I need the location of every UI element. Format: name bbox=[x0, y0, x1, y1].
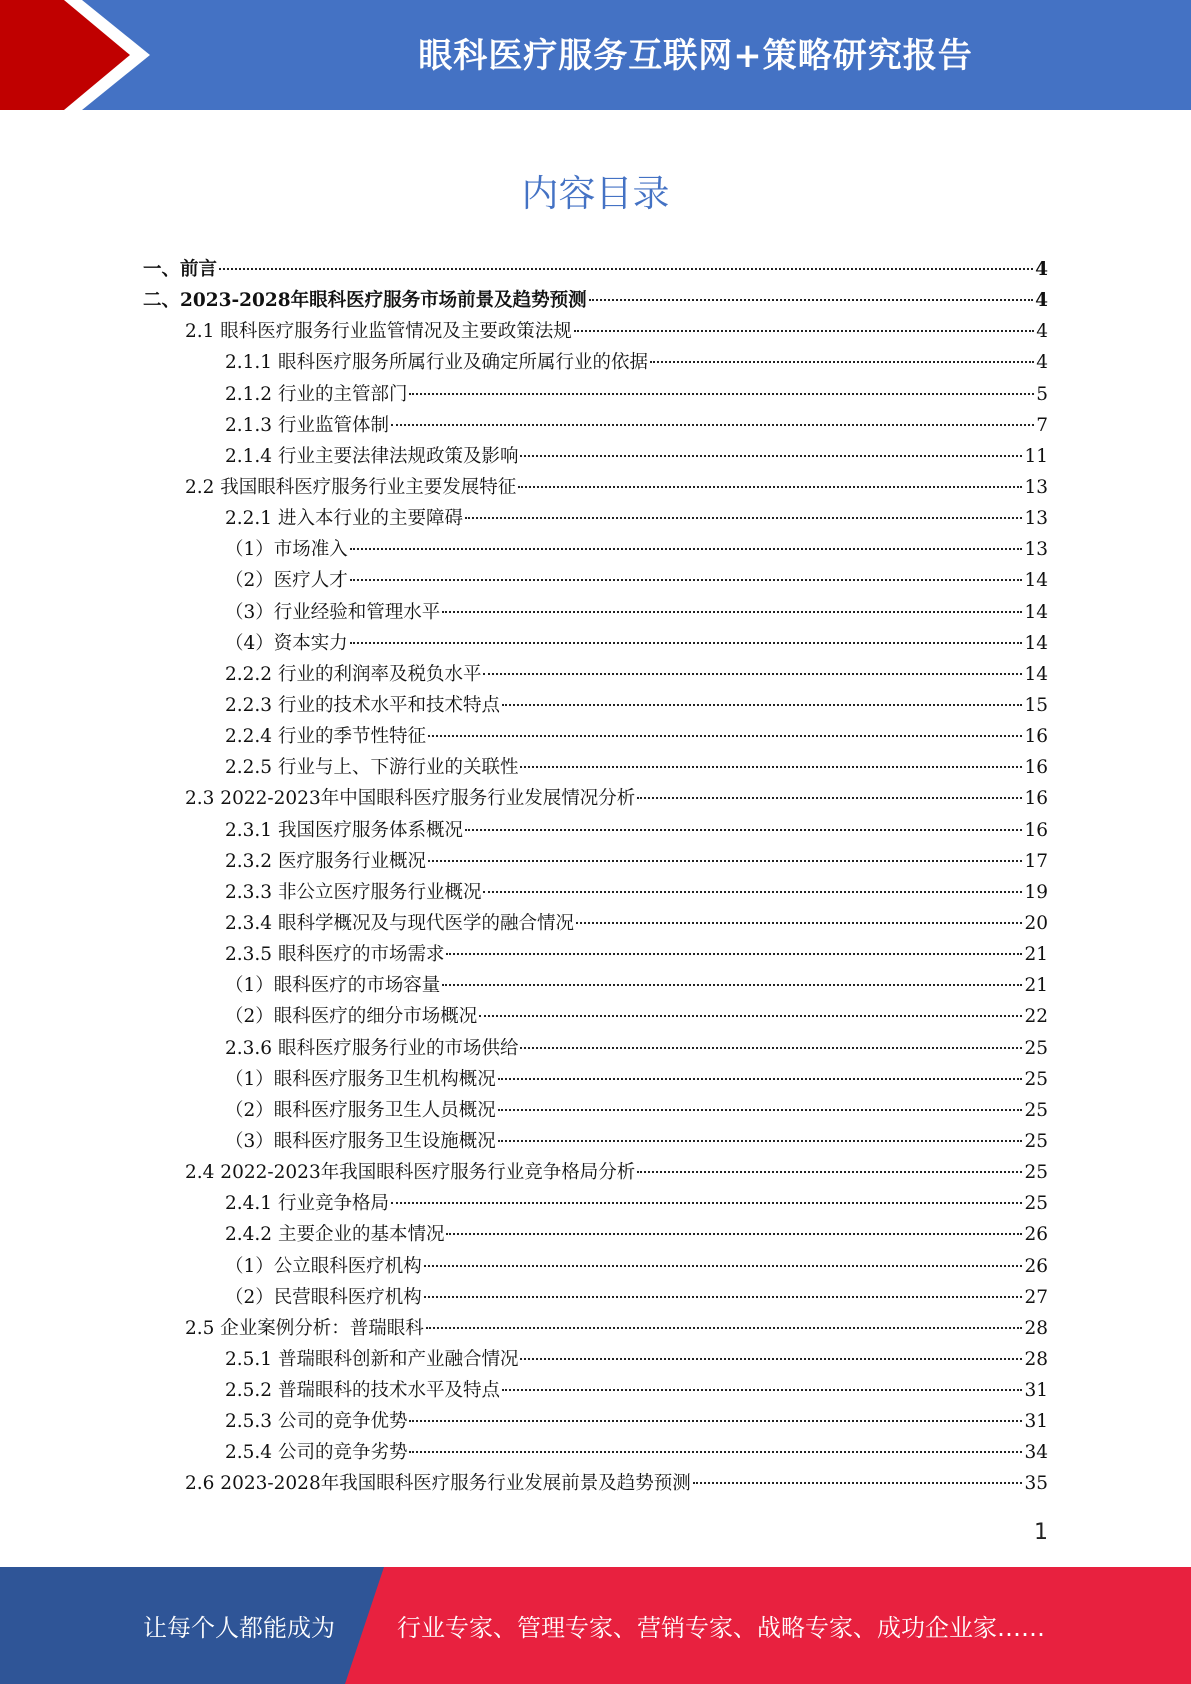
toc-entry-page: 5 bbox=[1036, 383, 1048, 405]
toc-entry-label: 2.2.2 行业的利润率及税负水平 bbox=[225, 663, 482, 685]
toc-entry-page: 16 bbox=[1024, 819, 1048, 841]
toc-dot-leader bbox=[465, 517, 1022, 519]
toc-entry-page: 27 bbox=[1024, 1286, 1048, 1308]
toc-dot-leader bbox=[693, 1482, 1023, 1484]
toc-dot-leader bbox=[424, 1296, 1023, 1298]
toc-dot-leader bbox=[409, 393, 1034, 395]
toc-entry-label: （3）眼科医疗服务卫生设施概况 bbox=[225, 1130, 496, 1152]
toc-entry-label: （1）公立眼科医疗机构 bbox=[225, 1255, 422, 1277]
toc-entry-page: 4 bbox=[1035, 290, 1048, 312]
toc-entry-label: （1）眼科医疗的市场容量 bbox=[225, 975, 441, 997]
toc-dot-leader bbox=[576, 922, 1022, 924]
toc-entry[interactable] bbox=[143, 1282, 1048, 1313]
toc-entry[interactable] bbox=[143, 1437, 1048, 1468]
toc-entry-label: （4）资本实力 bbox=[225, 632, 348, 654]
toc-dot-leader bbox=[409, 1420, 1022, 1422]
toc-entry[interactable] bbox=[143, 1375, 1048, 1406]
toc-entry[interactable] bbox=[143, 254, 1048, 285]
toc-entry[interactable] bbox=[143, 1344, 1048, 1375]
toc-entry[interactable] bbox=[143, 1219, 1048, 1250]
toc-entry[interactable] bbox=[143, 597, 1048, 628]
toc-entry-page: 7 bbox=[1036, 414, 1048, 436]
toc-entry-label: 2.4.2 主要企业的基本情况 bbox=[225, 1224, 445, 1246]
toc-entry-label: 2.1.3 行业监管体制 bbox=[225, 414, 389, 436]
toc-dot-leader bbox=[426, 1327, 1023, 1329]
toc-entry[interactable] bbox=[143, 1468, 1048, 1499]
footer-slogan-right: 行业专家、管理专家、营销专家、战略专家、成功企业家…… bbox=[397, 1614, 1045, 1642]
toc-entry[interactable] bbox=[143, 472, 1048, 503]
footer-banner bbox=[0, 1567, 1191, 1684]
toc-entry-page: 34 bbox=[1024, 1442, 1048, 1464]
toc-dot-leader bbox=[350, 642, 1023, 644]
toc-dot-leader bbox=[650, 361, 1034, 363]
toc-dot-leader bbox=[589, 299, 1033, 301]
toc-entry[interactable] bbox=[143, 783, 1048, 814]
toc-entry-page: 31 bbox=[1024, 1411, 1048, 1433]
toc-entry[interactable] bbox=[143, 815, 1048, 846]
toc-dot-leader bbox=[442, 984, 1022, 986]
toc-entry-label: 2.2.5 行业与上、下游行业的关联性 bbox=[225, 757, 519, 779]
toc-entry-page: 22 bbox=[1024, 1006, 1048, 1028]
toc-entry-label: （1）眼科医疗服务卫生机构概况 bbox=[225, 1068, 496, 1090]
toc-dot-leader bbox=[479, 1015, 1022, 1017]
toc-dot-leader bbox=[391, 1202, 1022, 1204]
toc-entry-page: 25 bbox=[1024, 1037, 1048, 1059]
toc-entry-page: 14 bbox=[1024, 632, 1048, 654]
toc-entry-label: 2.1.1 眼科医疗服务所属行业及确定所属行业的依据 bbox=[225, 352, 648, 374]
toc-dot-leader bbox=[428, 860, 1022, 862]
toc-dot-leader bbox=[424, 1265, 1023, 1267]
toc-entry[interactable] bbox=[143, 908, 1048, 939]
toc-dot-leader bbox=[219, 268, 1033, 270]
toc-entry-page: 26 bbox=[1024, 1224, 1048, 1246]
toc-entry-page: 31 bbox=[1024, 1380, 1048, 1402]
toc-entry-page: 25 bbox=[1024, 1068, 1048, 1090]
toc-title: 内容目录 bbox=[521, 172, 670, 215]
toc-dot-leader bbox=[350, 548, 1023, 550]
toc-entry[interactable] bbox=[143, 877, 1048, 908]
toc-entry[interactable] bbox=[143, 939, 1048, 970]
toc-dot-leader bbox=[502, 704, 1022, 706]
toc-dot-leader bbox=[520, 1358, 1022, 1360]
toc-entry[interactable] bbox=[143, 1157, 1048, 1188]
toc-dot-leader bbox=[498, 1140, 1023, 1142]
toc-entry-page: 4 bbox=[1036, 352, 1048, 374]
toc-entry-page: 28 bbox=[1024, 1317, 1048, 1339]
toc-entry-label: 2.3.4 眼科学概况及与现代医学的融合情况 bbox=[225, 912, 574, 934]
toc-entry-label: 2.2.4 行业的季节性特征 bbox=[225, 726, 426, 748]
toc-entry[interactable] bbox=[143, 441, 1048, 472]
toc-entry-label: 2.5.3 公司的竞争优势 bbox=[225, 1411, 408, 1433]
toc-dot-leader bbox=[428, 735, 1022, 737]
toc-entry-page: 20 bbox=[1024, 912, 1048, 934]
toc-dot-leader bbox=[391, 424, 1034, 426]
toc-entry-page: 35 bbox=[1024, 1473, 1048, 1495]
toc-entry[interactable] bbox=[143, 1406, 1048, 1437]
toc-entry-label: 2.2.3 行业的技术水平和技术特点 bbox=[225, 694, 500, 716]
toc-dot-leader bbox=[442, 611, 1022, 613]
toc-entry-label: （1）市场准入 bbox=[225, 539, 348, 561]
toc-entry-label: 二、2023-2028年眼科医疗服务市场前景及趋势预测 bbox=[143, 290, 587, 312]
toc-dot-leader bbox=[498, 1109, 1023, 1111]
toc-entry-label: 2.1.4 行业主要法律法规政策及影响 bbox=[225, 445, 519, 467]
toc-entry[interactable] bbox=[143, 534, 1048, 565]
toc-entry[interactable] bbox=[143, 1126, 1048, 1157]
toc-entry-label: 2.3.2 医疗服务行业概况 bbox=[225, 850, 426, 872]
toc-entry-page: 14 bbox=[1024, 663, 1048, 685]
toc-dot-leader bbox=[520, 766, 1022, 768]
toc-entry-label: 2.5.2 普瑞眼科的技术水平及特点 bbox=[225, 1380, 500, 1402]
toc-entry-page: 14 bbox=[1024, 601, 1048, 623]
toc-entry-page: 26 bbox=[1024, 1255, 1048, 1277]
toc-entry-label: 2.3.6 眼科医疗服务行业的市场供给 bbox=[225, 1037, 519, 1059]
toc-entry-page: 13 bbox=[1024, 476, 1048, 498]
toc-entry-label: （2）医疗人才 bbox=[225, 570, 348, 592]
toc-entry-label: 2.3 2022-2023年中国眼科医疗服务行业发展情况分析 bbox=[185, 788, 636, 810]
footer-slogan-left: 让每个人都能成为 bbox=[143, 1614, 335, 1642]
toc-entry-page: 13 bbox=[1024, 539, 1048, 561]
toc-entry-page: 16 bbox=[1024, 726, 1048, 748]
toc-entry-page: 21 bbox=[1024, 944, 1048, 966]
toc-entry-page: 4 bbox=[1036, 321, 1048, 343]
toc-dot-leader bbox=[350, 579, 1023, 581]
toc-entry[interactable] bbox=[143, 1188, 1048, 1219]
toc-entry-page: 16 bbox=[1024, 757, 1048, 779]
toc-dot-leader bbox=[502, 1389, 1022, 1391]
table-of-contents bbox=[143, 254, 1048, 1500]
toc-dot-leader bbox=[483, 673, 1022, 675]
toc-entry-label: 2.6 2023-2028年我国眼科医疗服务行业发展前景及趋势预测 bbox=[185, 1473, 691, 1495]
toc-entry-label: 2.4 2022-2023年我国眼科医疗服务行业竞争格局分析 bbox=[185, 1162, 636, 1184]
report-header bbox=[0, 0, 1191, 110]
toc-entry-label: 2.1 眼科医疗服务行业监管情况及主要政策法规 bbox=[185, 321, 572, 343]
toc-entry[interactable] bbox=[143, 846, 1048, 877]
toc-entry-label: 2.2.1 进入本行业的主要障碍 bbox=[225, 508, 463, 530]
toc-entry[interactable] bbox=[143, 1251, 1048, 1282]
toc-entry[interactable] bbox=[143, 659, 1048, 690]
report-title: 眼科医疗服务互联网+策略研究报告 bbox=[418, 36, 973, 76]
toc-entry-page: 25 bbox=[1024, 1162, 1048, 1184]
toc-entry[interactable] bbox=[143, 690, 1048, 721]
toc-dot-leader bbox=[637, 1171, 1022, 1173]
toc-entry[interactable] bbox=[143, 410, 1048, 441]
toc-entry-label: 2.3.1 我国医疗服务体系概况 bbox=[225, 819, 463, 841]
toc-entry-label: 2.1.2 行业的主管部门 bbox=[225, 383, 408, 405]
toc-entry-label: 2.5 企业案例分析：普瑞眼科 bbox=[185, 1317, 424, 1339]
toc-entry-page: 4 bbox=[1035, 259, 1048, 280]
toc-dot-leader bbox=[520, 455, 1022, 457]
page-number: 1 bbox=[1034, 1520, 1048, 1545]
toc-entry-label: （2）民营眼科医疗机构 bbox=[225, 1286, 422, 1308]
toc-entry-page: 19 bbox=[1024, 881, 1048, 903]
toc-entry-label: 2.5.1 普瑞眼科创新和产业融合情况 bbox=[225, 1348, 519, 1370]
toc-dot-leader bbox=[520, 1047, 1022, 1049]
toc-entry-page: 13 bbox=[1024, 508, 1048, 530]
toc-dot-leader bbox=[637, 797, 1022, 799]
toc-entry-page: 11 bbox=[1024, 445, 1048, 467]
toc-dot-leader bbox=[518, 486, 1022, 488]
toc-entry[interactable] bbox=[143, 285, 1048, 316]
toc-entry[interactable] bbox=[143, 379, 1048, 410]
toc-entry-page: 17 bbox=[1024, 850, 1048, 872]
toc-entry-page: 14 bbox=[1024, 570, 1048, 592]
toc-entry[interactable] bbox=[143, 721, 1048, 752]
toc-entry-page: 25 bbox=[1024, 1099, 1048, 1121]
toc-entry-label: 2.3.5 眼科医疗的市场需求 bbox=[225, 944, 445, 966]
toc-entry-page: 16 bbox=[1024, 788, 1048, 810]
toc-entry[interactable] bbox=[143, 1033, 1048, 1064]
toc-entry[interactable] bbox=[143, 1064, 1048, 1095]
toc-entry-label: （2）眼科医疗服务卫生人员概况 bbox=[225, 1099, 496, 1121]
toc-entry-page: 28 bbox=[1024, 1348, 1048, 1370]
toc-entry[interactable] bbox=[143, 1095, 1048, 1126]
toc-entry[interactable] bbox=[143, 752, 1048, 783]
toc-entry-label: 2.3.3 非公立医疗服务行业概况 bbox=[225, 881, 482, 903]
toc-entry-label: 2.2 我国眼科医疗服务行业主要发展特征 bbox=[185, 476, 517, 498]
toc-entry[interactable] bbox=[143, 1313, 1048, 1344]
toc-entry-label: （2）眼科医疗的细分市场概况 bbox=[225, 1006, 478, 1028]
toc-entry[interactable] bbox=[143, 1001, 1048, 1032]
toc-entry-page: 25 bbox=[1024, 1193, 1048, 1215]
toc-entry-page: 25 bbox=[1024, 1130, 1048, 1152]
toc-dot-leader bbox=[446, 1233, 1022, 1235]
toc-entry-label: 一、前言 bbox=[143, 259, 218, 280]
toc-entry[interactable] bbox=[143, 628, 1048, 659]
header-arrow-icon bbox=[0, 0, 160, 110]
toc-dot-leader bbox=[483, 891, 1022, 893]
toc-entry-page: 15 bbox=[1024, 694, 1048, 716]
toc-dot-leader bbox=[409, 1451, 1022, 1453]
toc-entry[interactable] bbox=[143, 970, 1048, 1001]
toc-dot-leader bbox=[446, 953, 1022, 955]
toc-entry-page: 21 bbox=[1024, 975, 1048, 997]
toc-entry-label: 2.5.4 公司的竞争劣势 bbox=[225, 1442, 408, 1464]
toc-dot-leader bbox=[574, 330, 1034, 332]
toc-entry[interactable] bbox=[143, 347, 1048, 378]
toc-entry-label: 2.4.1 行业竞争格局 bbox=[225, 1193, 389, 1215]
toc-dot-leader bbox=[465, 829, 1022, 831]
toc-entry[interactable] bbox=[143, 565, 1048, 596]
toc-entry[interactable] bbox=[143, 316, 1048, 347]
toc-entry[interactable] bbox=[143, 503, 1048, 534]
toc-entry-label: （3）行业经验和管理水平 bbox=[225, 601, 441, 623]
toc-dot-leader bbox=[498, 1078, 1023, 1080]
